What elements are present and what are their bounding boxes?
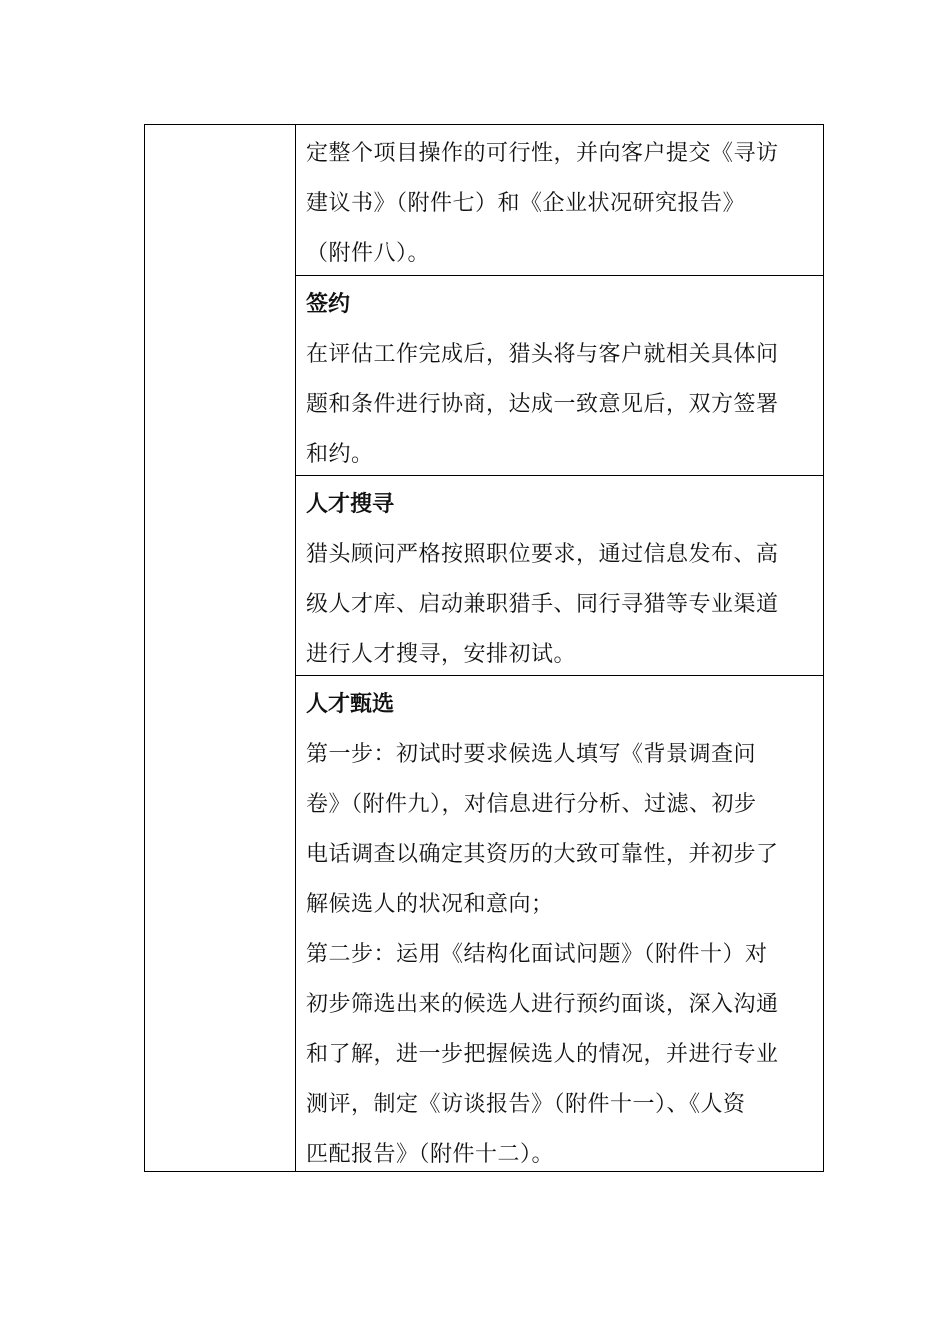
section-heading-talent-screening: 人才甄选	[306, 692, 395, 717]
text-line: （附件八）。	[306, 241, 431, 266]
row-talent-search	[296, 476, 823, 676]
text-line: 在评估工作完成后，猎头将与客户就相关具体问	[306, 342, 779, 367]
text-line: 匹配报告》（附件十二）。	[306, 1142, 555, 1167]
text-line: 建议书》（附件七）和《企业状况研究报告》	[306, 191, 746, 216]
text-line: 和约。	[306, 442, 374, 467]
row-signing	[296, 276, 823, 476]
text-line: 和了解，进一步把握候选人的情况，并进行专业	[306, 1042, 779, 1067]
text-line: 电话调查以确定其资历的大致可靠性，并初步了	[306, 842, 779, 867]
text-line: 测评，制定《访谈报告》（附件十一）、《人资	[306, 1092, 746, 1117]
text-line: 进行人才搜寻，安排初试。	[306, 642, 577, 667]
left-column-cell	[145, 125, 296, 1171]
text-line: 第一步：初试时要求候选人填写《背景调查问	[306, 742, 757, 767]
section-heading-signing: 签约	[306, 292, 351, 317]
text-line: 卷》（附件九），对信息进行分析、过滤、初步	[306, 792, 757, 817]
row-talent-screening	[296, 676, 823, 1180]
text-line: 初步筛选出来的候选人进行预约面谈，深入沟通	[306, 992, 779, 1017]
text-line: 定整个项目操作的可行性，并向客户提交《寻访	[306, 141, 779, 166]
process-table	[144, 124, 824, 1172]
text-line: 第二步：运用《结构化面试问题》（附件十）对	[306, 942, 768, 967]
text-line: 级人才库、启动兼职猎手、同行寻猎等专业渠道	[306, 592, 779, 617]
text-line: 题和条件进行协商，达成一致意见后，双方签署	[306, 392, 779, 417]
row-feasibility	[296, 125, 823, 276]
section-heading-talent-search: 人才搜寻	[306, 492, 395, 517]
text-line: 猎头顾问严格按照职位要求，通过信息发布、高	[306, 542, 779, 567]
right-column	[296, 125, 823, 1171]
text-line: 解候选人的状况和意向；	[306, 892, 554, 917]
